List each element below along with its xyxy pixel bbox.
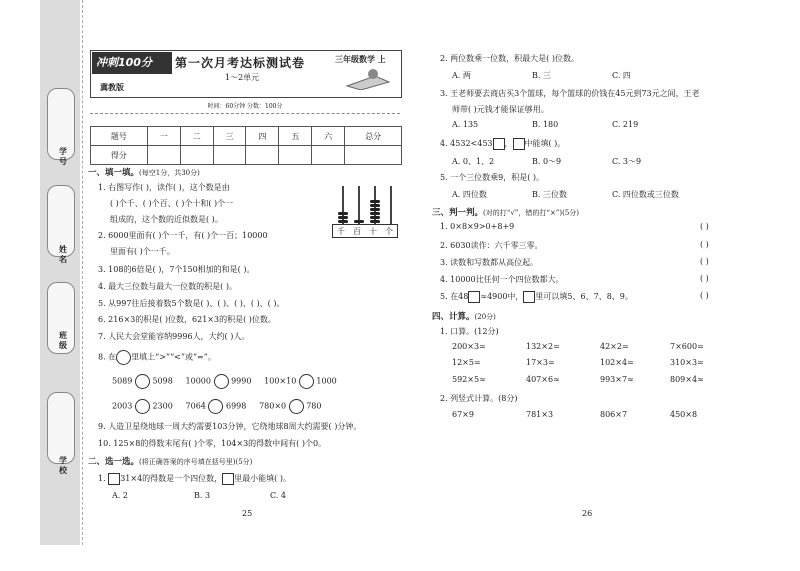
edition-label: 冀教版 — [100, 82, 124, 92]
compare-row-2: 2003 2300 7064 6998 780×0 780 — [112, 399, 322, 414]
choice-question-2: 2. 两位数乘一位数，积最大是( )位数。 — [440, 54, 579, 63]
abacus-label: 个 — [385, 227, 393, 236]
score-table — [90, 126, 402, 165]
side-label-student-id: 学号 — [59, 146, 67, 166]
judge-answer[interactable]: ( ) — [700, 274, 709, 283]
desk-illustration — [345, 66, 390, 90]
vertical-calc-item[interactable]: 806×7 — [600, 410, 628, 419]
choice-option[interactable]: B. 三 — [532, 71, 551, 80]
question-7: 7. 人民大会堂能容纳9996人，大约( )人。 — [98, 332, 250, 341]
choice-option[interactable]: A. 2 — [112, 491, 128, 500]
side-label-school: 学校 — [59, 455, 67, 475]
mental-calc-item[interactable]: 7×600= — [670, 342, 704, 351]
table-cell: 五 — [279, 127, 312, 146]
judge-item: 2. 6030读作：六千零三零。 — [440, 241, 543, 250]
section-1-title: 一、填一填。(每空1分，共30分) — [88, 168, 200, 178]
score-input-cell[interactable] — [213, 146, 246, 165]
choice-option[interactable]: A. 135 — [452, 120, 479, 129]
mental-calc-item[interactable]: 132×2= — [526, 342, 560, 351]
abacus-label: 百 — [353, 227, 361, 236]
mental-calc-item[interactable]: 310×3= — [670, 358, 704, 367]
vertical-calc-item[interactable]: 67×9 — [452, 410, 474, 419]
mental-calc-item[interactable]: 200×3= — [452, 342, 486, 351]
compare-answer-circle[interactable] — [135, 374, 150, 389]
judge-answer[interactable]: ( ) — [700, 257, 709, 266]
compare-circle-icon — [116, 350, 131, 365]
page-number-right: 26 — [582, 509, 593, 518]
compare-answer-circle[interactable] — [135, 399, 150, 414]
vertical-calc-item[interactable]: 781×3 — [526, 410, 554, 419]
blank-box — [222, 473, 234, 485]
choice-option[interactable]: B. 3 — [194, 491, 211, 500]
blank-box — [493, 138, 505, 150]
choice-question-3b: 师带( )元钱才能保证够用。 — [452, 105, 549, 114]
mental-calc-item[interactable]: 809×4≈ — [670, 375, 704, 384]
table-cell: 四 — [246, 127, 279, 146]
abacus-label: 千 — [337, 227, 345, 236]
blank-box — [108, 473, 120, 485]
score-input-cell[interactable] — [246, 146, 279, 165]
compare-answer-circle[interactable] — [214, 374, 229, 389]
blank-box — [513, 138, 525, 150]
mental-calc-item[interactable]: 42×2= — [600, 342, 629, 351]
brand-logo: 冲刺100分 — [92, 52, 172, 74]
judge-item: 1. 0×8×9>0+8+9 — [440, 222, 515, 231]
choice-question-1: 1. 31×4的得数是一个四位数， 里最小能填( )。 — [98, 474, 291, 483]
abacus-figure — [332, 184, 398, 238]
question-9: 9. 人造卫星绕地球一周大约需要103分钟，它绕地球8周大约需要( )分钟。 — [98, 422, 362, 431]
choice-option[interactable]: A. 四位数 — [452, 190, 487, 199]
section-4-title: 四、计算。(20分) — [432, 312, 496, 322]
choice-question-3a: 3. 王老师要去商店买3个篮球，每个篮球的价钱在45元到73元之间，王老 — [440, 89, 700, 98]
choice-option[interactable]: C. 四 — [612, 71, 631, 80]
choice-option[interactable]: C. 四位数或三位数 — [612, 190, 679, 199]
question-1b: ( )个千、( )个百、( )个十和( )个一 — [110, 199, 234, 208]
question-5: 5. 从997往后接着数5个数是( )、( )、( )、( )、( )。 — [98, 299, 285, 308]
compare-answer-circle[interactable] — [299, 374, 314, 389]
score-input-cell[interactable] — [147, 146, 180, 165]
side-label-class: 班级 — [59, 330, 67, 350]
grade-label: 三年级数学 上 — [335, 54, 386, 64]
question-1a: 1. 右图写作( )，读作( )，这个数是由 — [98, 183, 230, 192]
cut-line — [82, 0, 85, 545]
question-6: 6. 216×3的积是( )位数，621×3的积是( )位数。 — [98, 315, 276, 324]
vertical-calc-item[interactable]: 450×8 — [670, 410, 698, 419]
mental-calc-item[interactable]: 407×6≈ — [526, 375, 560, 384]
compare-row-1: 5089 5098 10000 9990 100×10 1000 — [112, 374, 337, 389]
choice-option[interactable]: C. 219 — [612, 120, 639, 129]
section-2-title: 二、选一选。(将正确答案的序号填在括号里)(5分) — [88, 457, 253, 467]
calc-2-title: 2. 列竖式计算。(8分) — [440, 394, 518, 403]
judge-item: 3. 读数和写数都从高位起。 — [440, 258, 539, 267]
judge-answer[interactable]: ( ) — [700, 291, 709, 300]
question-1c: 组成的，这个数的近似数是( )。 — [110, 215, 223, 224]
table-cell: 一 — [147, 127, 180, 146]
table-cell: 题号 — [91, 127, 148, 146]
table-cell: 总分 — [345, 127, 402, 146]
page-number-left: 25 — [242, 509, 253, 518]
side-box-school — [47, 392, 75, 464]
question-2a: 2. 6000里面有( )个一千，有( )个一百；10000 — [98, 231, 268, 240]
time-score-bar: 时间：60分钟 分数：100分 — [90, 101, 400, 114]
mental-calc-item[interactable]: 993×7≈ — [600, 375, 634, 384]
choice-option[interactable]: B. 三位数 — [532, 190, 567, 199]
score-input-cell[interactable] — [180, 146, 213, 165]
choice-option[interactable]: C. 3～9 — [612, 157, 642, 166]
abacus-label: 十 — [369, 227, 377, 236]
page-title: 第一次月考达标测试卷 — [175, 56, 306, 70]
choice-option[interactable]: B. 0～9 — [532, 157, 562, 166]
calc-1-title: 1. 口算。(12分) — [440, 327, 499, 336]
choice-question-4: 4. 4532<453 ， 中能填( )。 — [440, 139, 566, 148]
question-2b: 里面有( )个一千。 — [110, 247, 175, 256]
blank-box — [523, 291, 535, 303]
judge-answer[interactable]: ( ) — [700, 240, 709, 249]
choice-option[interactable]: C. 4 — [270, 491, 287, 500]
table-cell: 得分 — [91, 146, 148, 165]
compare-answer-circle[interactable] — [208, 399, 223, 414]
question-8: 8. 在 里填上“>”“<”或“=”。 — [98, 350, 216, 365]
page-subtitle: 1～2单元 — [225, 73, 260, 82]
judge-answer[interactable]: ( ) — [700, 222, 709, 231]
question-10: 10. 125×8的得数末尾有( )个零，104×3的得数中间有( )个0。 — [98, 439, 327, 448]
choice-option[interactable]: A. 两 — [452, 71, 471, 80]
score-input-cell[interactable] — [279, 146, 312, 165]
choice-option[interactable]: A. 0、1、2 — [452, 157, 495, 166]
side-label-name: 姓名 — [59, 244, 67, 264]
judge-item: 5. 在48 ≈4900中， 里可以填5、6、7、8、9。 — [440, 292, 633, 301]
table-cell: 二 — [180, 127, 213, 146]
choice-option[interactable]: B. 180 — [532, 120, 559, 129]
mental-calc-item[interactable]: 12×5= — [452, 358, 481, 367]
table-cell: 六 — [312, 127, 345, 146]
question-3: 3. 108的6倍是( )，7个150相加的和是( )。 — [98, 265, 255, 274]
score-input-cell[interactable] — [312, 146, 345, 165]
mental-calc-item[interactable]: 102×4= — [600, 358, 634, 367]
section-3-title: 三、判一判。(对的打“√”，错的打“×”)(5分) — [432, 208, 580, 218]
compare-answer-circle[interactable] — [289, 399, 304, 414]
judge-item: 4. 10000比任何一个四位数都大。 — [440, 275, 564, 284]
score-input-cell[interactable] — [345, 146, 402, 165]
mental-calc-item[interactable]: 592×5≈ — [452, 375, 486, 384]
table-cell: 三 — [213, 127, 246, 146]
blank-box — [468, 291, 480, 303]
choice-question-5: 5. 一个三位数乘9，积是( )。 — [440, 173, 545, 182]
mental-calc-item[interactable]: 17×3= — [526, 358, 555, 367]
question-4: 4. 最大三位数与最大一位数的积是( )。 — [98, 282, 237, 291]
